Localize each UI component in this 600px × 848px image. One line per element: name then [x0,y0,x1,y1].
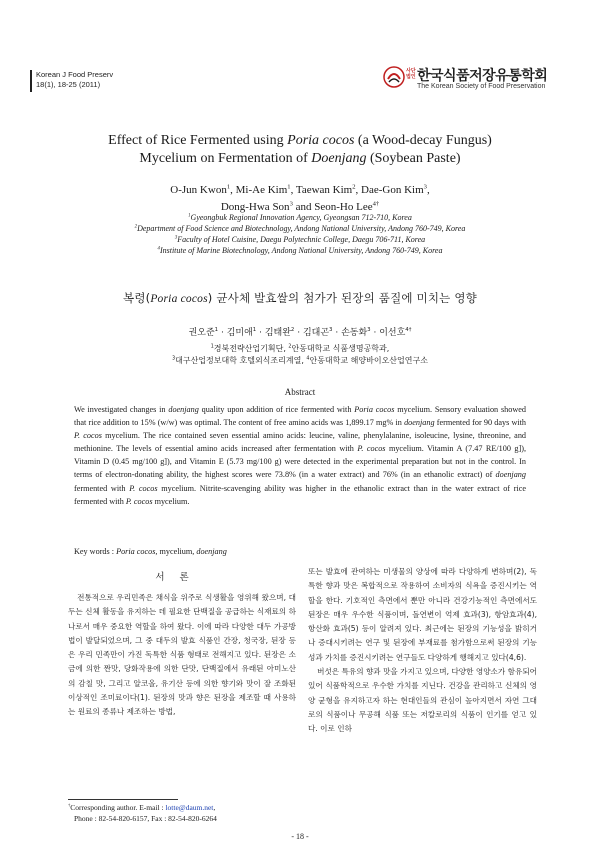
author-list: O-Jun Kwon$^1$, Mi-Ae Kim$^1$, Taewan Kim$^2$, Dae-Gon Kim$^3$, Dong-Hwa Son$^3$ and Seon-Ho Lee$^{4\dagger}$ [170,183,430,213]
korean-affiliations: $^1$경북전략산업기획단, $^2$안동대학교 식품생명공학과, $^3$대구산업정보대학 호텔외식조리계열, $^4$안동대학교 해양바이오산업연구소 [172,344,428,365]
affiliation-line: $^1$Gyeongbuk Regional Innovation Agency, Gyeongsan 712-710, Korea [188,213,412,222]
email-link[interactable]: lotte@daum.net [165,803,214,812]
section-heading-introduction: 서 론 [155,572,195,583]
society-english-name: The Korean Society of Food Preservation [417,83,546,90]
left-column-text: 전통적으로 우리민족은 채식을 위주로 식생활을 영위해 왔으며, 대두는 신체 활동을 유지하는 데 필요한 단백질을 공급하는 식재료의 하나로서 매우 중요한 역할을 하여 왔다. 이에 따라 다양한 대두 가공방법이 발달되었으며, 그 중 대두의 발효 식품인 간장, 청국장, 된장 등은 우리 민족만이 가진 독특한 식품 형태로 전해지고 있다. 된장은 소금에 의한 짠맛, 당화작용에 의한 단맛, 단백질에서 유래된 아미노산의 감칠 맛, 그리고 알코올, 유기산 등에 의한 향기와 맛이 잘 조화된 이상적인 조미료이다(1). 된장의 맛과 향은 된장을 제조할 때 사용하는 원료의 종류나 제조하는 방법, [68,593,296,717]
society-tag: 사단 법인 [406,68,416,80]
paper-title: Effect of Rice Fermented using Poria cocos (a Wood-decay Fungus) Mycelium on Fermentation of Doenjang (Soybean Paste) [108,133,492,166]
page-number: - 18 - [291,832,309,841]
journal-info [36,70,113,90]
journal-name: Korean J Food Preserv [36,70,114,79]
affiliations [40,212,560,256]
society-korean-name: 한국식품저장유통학회 [417,68,548,84]
right-column-text: 또는 발효에 관여하는 미생물의 양상에 따라 다양하게 변하며(2), 독특한 향과 맛은 복합적으로 작용하여 소비자의 식욕을 증진시키는 역할을 한다. 기호적인 측면에서 뿐만 아니라 건강기능적인 측면에서도 된장은 매우 우수한 식품이며, 돌연변이 억제 효과(3), 항암효과(4), 항산화 효과(5) 등이 알려져 있다. 최근에는 된장의 기능성을 밝히거나 증대시키려는 연구 및 된장에 부재료를 첨가함으로써 된장의 기능성과 가치를 증진시키려는 연구들도 다양하게 행해지고 있다(4,6). 버섯은 특유의 향과 맛을 가지고 있으며, 다양한 영양소가 함유되어 있어 식품학적으로 우수한 가치를 지닌다. 건강을 관리하고 신체의 영양 균형을 유지하고자 하는 현대인들의 관심이 높아지면서 자연 그대로의 식품이나 무공해 식품 또는 저칼로리의 식품이 인기를 얻고 있다. 이로 인하 [308,567,537,734]
journal-bar [30,70,32,92]
affiliation-line: $^4$Institute of Marine Biotechnology, Andong National University, Andong 760-749, Korea [157,246,443,255]
korean-title: 복령(Poria cocos) 균사체 발효쌀의 첨가가 된장의 품질에 미치는 영향 [123,291,477,305]
abstract-text: We investigated changes in doenjang quality upon addition of rice fermented with Poria cocos mycelium. Sensory evaluation showed that rice addition to 15% (w/w) was optimal. The content of free amino acids was 1,899.17 mg% in doenjang fermented for 90 days with P. cocos mycelium. The rice contained seven essential amino acids: leucine, valine, phenylalanine, isoleucine, lysine, threonine, and methionine. The levels of essential amino acids increased after fermentation with P. cocos mycelium. Vitamin A (7.47 RE/100 g]), Vitamin D (0.45 mg/100 g]), and Vitamin E (5.73 mg/100 g) were detected in the experimental preparation but not in the control. In terms of electron-donating ability, the highest scores were 73.8% (in a water extract) and 76% (in an ethanolic extract) of doenjang fermented with P. cocos mycelium. Nitrite-scavenging ability was higher in the ethanolic extract than in the water extract of rice fermented with P. cocos mycelium. [74,405,527,506]
society-logo-icon [383,66,405,88]
korean-author-list: 권오준$^1$ · 김미애$^1$ · 김태완$^2$ · 김대곤$^3$ · 손동화$^3$ · 이선호$^{4\dagger}$ [188,327,412,338]
corresponding-author-footnote: †Corresponding author. E-mail : lotte@daum.net, Phone : 82-54-820-6157, Fax : 82-54-820-6264 [68,802,217,823]
abstract-heading: Abstract [284,387,316,397]
footnote-rule [68,799,178,800]
society-header [383,64,563,96]
affiliation-line: $^3$Faculty of Hotel Cuisine, Daegu Polytechnic College, Daegu 706-711, Korea [174,235,426,244]
affiliation-line: $^2$Department of Food Science and Biotechnology, Andong National University, Andong 760-749, Korea [134,224,466,233]
journal-volume: 18(1), 18-25 (2011) [36,80,101,89]
key-words: Key words : Poria cocos, mycelium, doenjang [74,547,227,556]
